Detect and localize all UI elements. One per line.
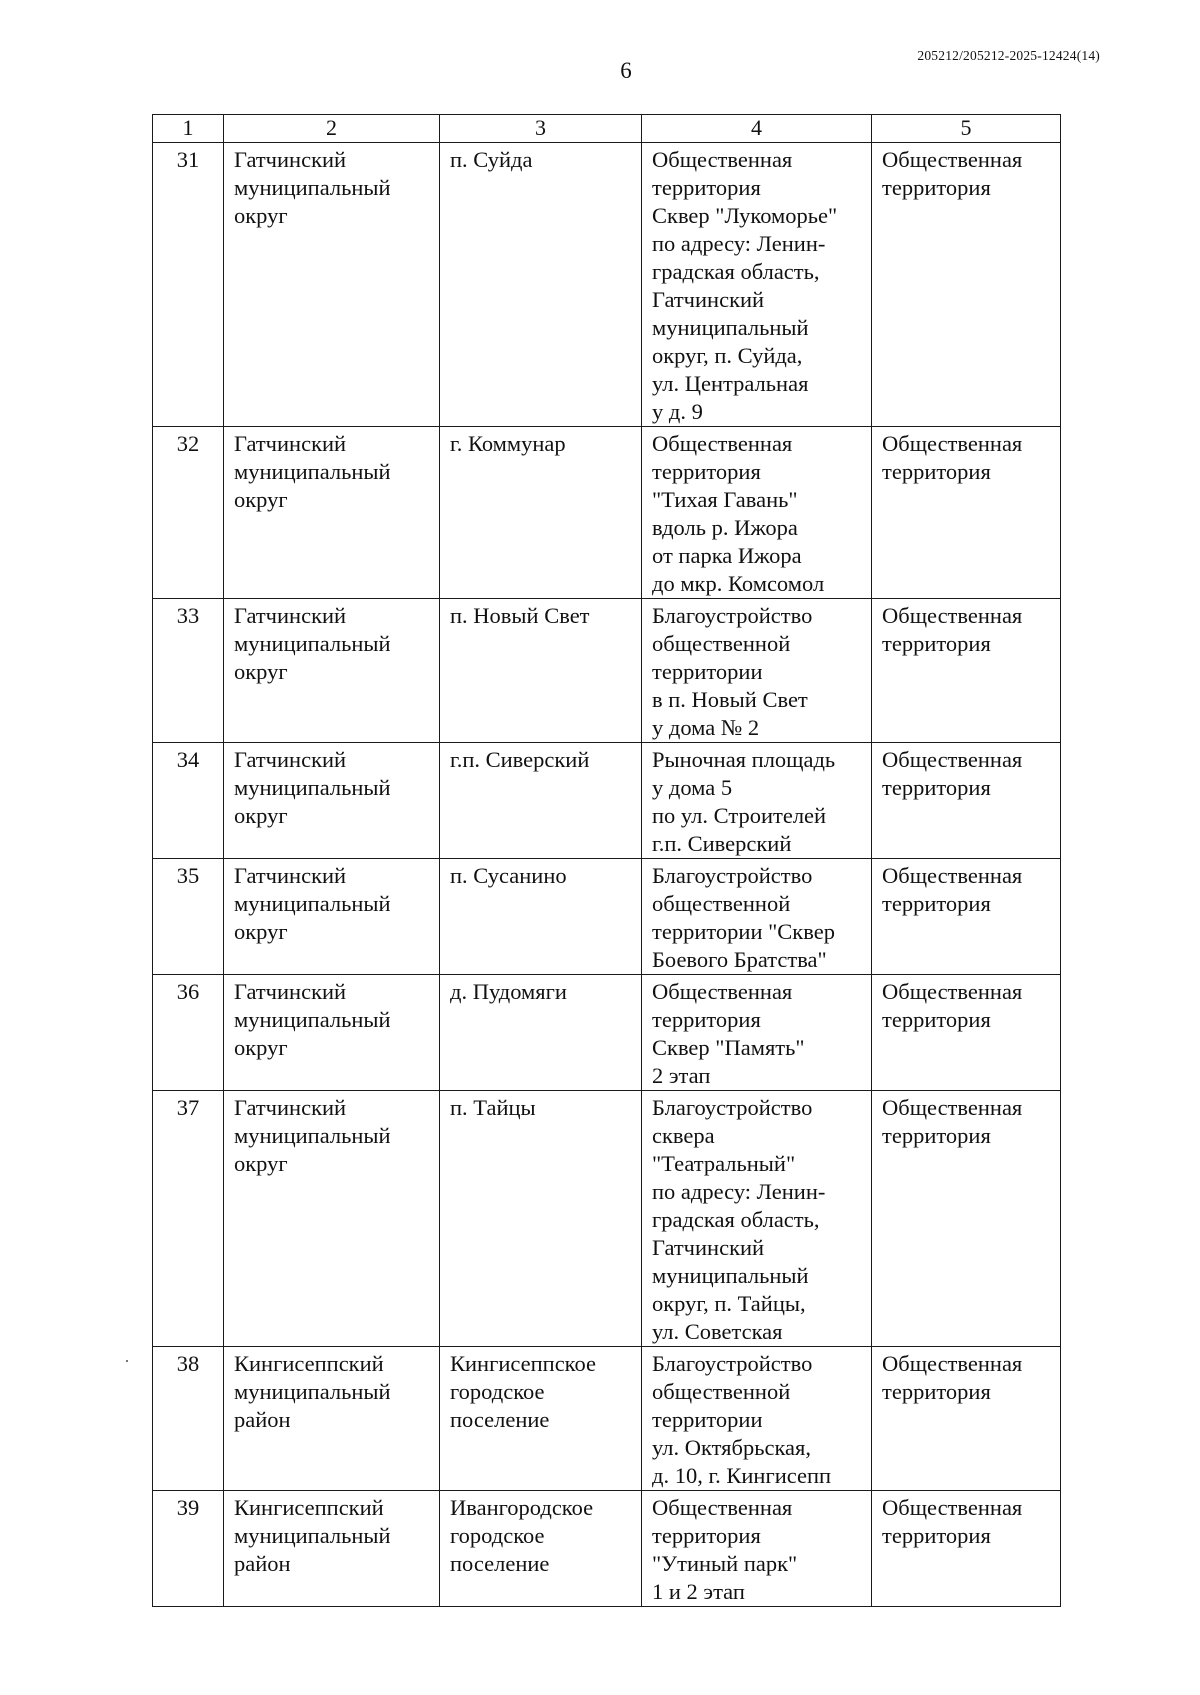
object-cell: Благоустройство сквера "Театральный" по адресу: Ленин- градская область, Гатчинский муниципальный округ, п. Тайцы, ул. Советская <box>642 1091 872 1347</box>
type-cell: Общественная территория <box>872 143 1061 427</box>
settlement-cell: г. Коммунар <box>440 427 642 599</box>
object-cell: Благоустройство общественной территории "Сквер Боевого Братства" <box>642 859 872 975</box>
settlement-cell: г.п. Сиверский <box>440 743 642 859</box>
table-row <box>153 1491 1061 1607</box>
district-cell: Гатчинский муниципальный округ <box>224 1091 440 1347</box>
document-id: 205212/205212-2025-12424(14) <box>917 48 1100 63</box>
object-cell: Рыночная площадь у дома 5 по ул. Строителей г.п. Сиверский <box>642 743 872 859</box>
district-cell: Гатчинский муниципальный округ <box>224 975 440 1091</box>
object-cell: Общественная территория "Тихая Гавань" вдоль р. Ижора от парка Ижора до мкр. Комсомол <box>642 427 872 599</box>
settlement-cell: д. Пудомяги <box>440 975 642 1091</box>
settlement-cell: п. Суйда <box>440 143 642 427</box>
object-cell: Благоустройство общественной территории в п. Новый Свет у дома № 2 <box>642 599 872 743</box>
table-row <box>153 975 1061 1091</box>
district-cell: Гатчинский муниципальный округ <box>224 743 440 859</box>
scan-speck <box>126 1360 128 1362</box>
type-cell: Общественная территория <box>872 1491 1061 1607</box>
district-cell: Гатчинский муниципальный округ <box>224 599 440 743</box>
settlement-cell: п. Новый Свет <box>440 599 642 743</box>
row-number: 39 <box>153 1491 224 1607</box>
column-header-2: 2 <box>224 115 440 143</box>
row-number: 35 <box>153 859 224 975</box>
type-cell: Общественная территория <box>872 975 1061 1091</box>
settlement-cell: Кингисеппское городское поселение <box>440 1347 642 1491</box>
column-header-1: 1 <box>153 115 224 143</box>
row-number: 38 <box>153 1347 224 1491</box>
table-row <box>153 427 1061 599</box>
settlement-cell: п. Сусанино <box>440 859 642 975</box>
table-row <box>153 859 1061 975</box>
settlement-cell: Ивангородское городское поселение <box>440 1491 642 1607</box>
object-cell: Общественная территория Сквер "Лукоморье" по адресу: Ленин- градская область, Гатчинский муниципальный округ, п. Суйда, ул. Центральная у д. 9 <box>642 143 872 427</box>
type-cell: Общественная территория <box>872 427 1061 599</box>
type-cell: Общественная территория <box>872 859 1061 975</box>
projects-table <box>152 114 1061 1607</box>
table-row <box>153 743 1061 859</box>
object-cell: Общественная территория Сквер "Память" 2 этап <box>642 975 872 1091</box>
row-number: 33 <box>153 599 224 743</box>
table-row <box>153 1347 1061 1491</box>
row-number: 32 <box>153 427 224 599</box>
type-cell: Общественная территория <box>872 1347 1061 1491</box>
row-number: 31 <box>153 143 224 427</box>
district-cell: Гатчинский муниципальный округ <box>224 859 440 975</box>
row-number: 34 <box>153 743 224 859</box>
column-header-4: 4 <box>642 115 872 143</box>
object-cell: Благоустройство общественной территории ул. Октябрьская, д. 10, г. Кингисепп <box>642 1347 872 1491</box>
row-number: 36 <box>153 975 224 1091</box>
table-row <box>153 1091 1061 1347</box>
page-number: 6 <box>620 58 632 83</box>
column-header-5: 5 <box>872 115 1061 143</box>
table-row <box>153 143 1061 427</box>
object-cell: Общественная территория "Утиный парк" 1 и 2 этап <box>642 1491 872 1607</box>
row-number: 37 <box>153 1091 224 1347</box>
type-cell: Общественная территория <box>872 599 1061 743</box>
type-cell: Общественная территория <box>872 1091 1061 1347</box>
district-cell: Гатчинский муниципальный округ <box>224 427 440 599</box>
district-cell: Кингисеппский муниципальный район <box>224 1491 440 1607</box>
table-row <box>153 599 1061 743</box>
table-header-row <box>153 115 1061 143</box>
settlement-cell: п. Тайцы <box>440 1091 642 1347</box>
type-cell: Общественная территория <box>872 743 1061 859</box>
column-header-3: 3 <box>440 115 642 143</box>
district-cell: Гатчинский муниципальный округ <box>224 143 440 427</box>
district-cell: Кингисеппский муниципальный район <box>224 1347 440 1491</box>
